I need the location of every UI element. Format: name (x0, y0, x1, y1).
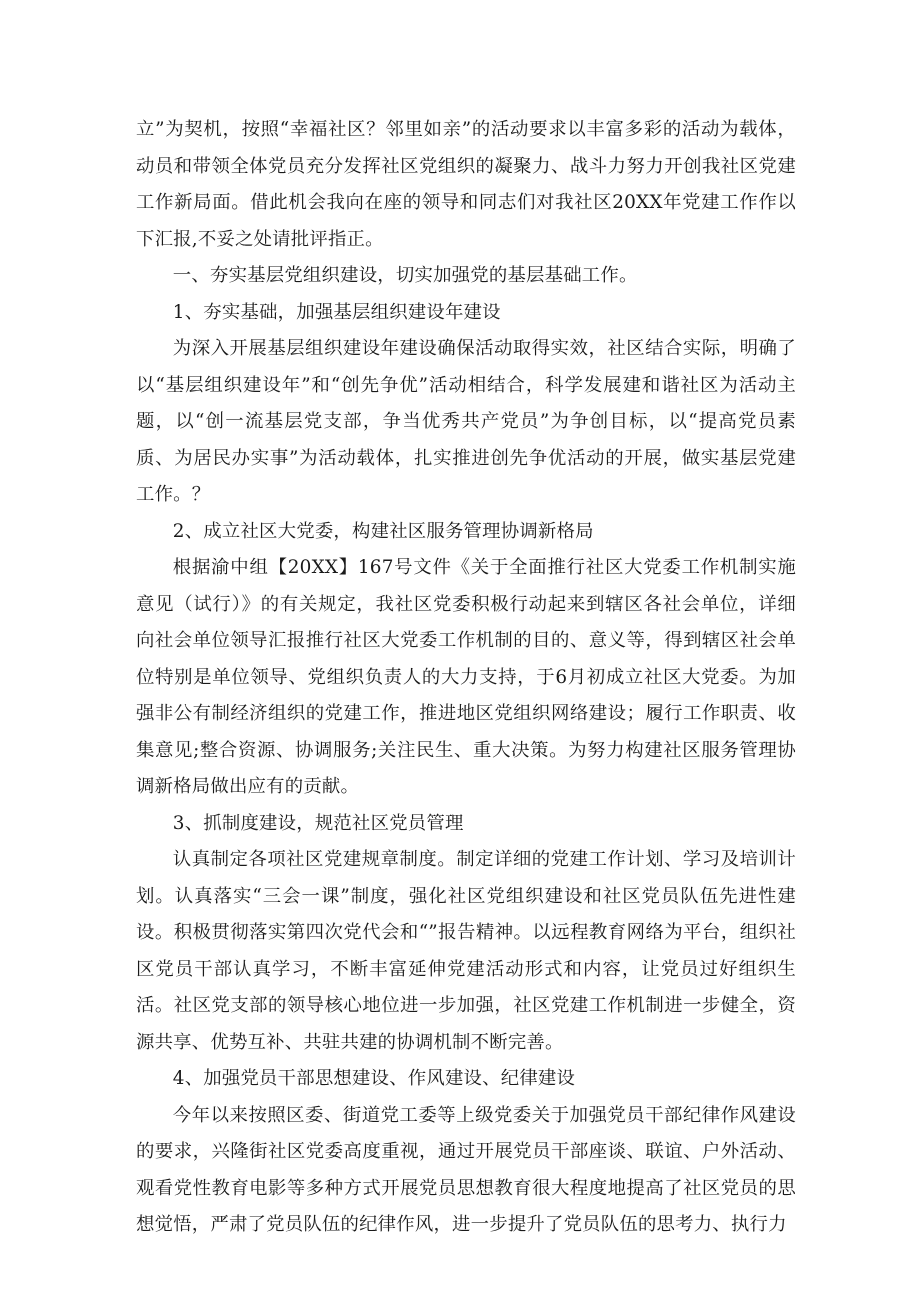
document-page (136, 112, 796, 1244)
subsection-heading-3: 3、抓制度建设，规范社区党员管理 (172, 812, 464, 834)
subsection-heading-1: 1、夯实基础，加强基层组织建设年建设 (172, 301, 501, 323)
subsection-heading-2: 2、成立社区大党委，构建社区服务管理协调新格局 (172, 520, 594, 542)
paragraph-2: 根据渝中组【20XX】167号文件《关于全面推行社区大党委工作机制实施意见（试行）》的有关规定，我社区党委积极行动起来到辖区各社会单位，详细向社会单位领导汇报推行社区大党委工作机制的目的、意义等，得到辖区社会单位特别是单位领导、党组织负责人的大力支持，于6月初成立社区大党委。为加强非公有制经济组织的党建工作，推进地区党组织网络建设；履行工作职责、收集意见;整合资源、协调服务;关注民生、重大决策。为努力构建社区服务管理协调新格局做出应有的贡献。 (136, 557, 796, 797)
paragraph-3: 认真制定各项社区党建规章制度。制定详细的党建工作计划、学习及培训计划。认真落实“三会一课”制度，强化社区党组织建设和社区党员队伍先进性建设。积极贯彻落实第四次党代会和“”报告精神。以远程教育网络为平台，组织社区党员干部认真学习，不断丰富延伸党建活动形式和内容，让党员过好组织生活。社区党支部的领导核心地位进一步加强，社区党建工作机制进一步健全，资源共享、优势互补、共驻共建的协调机制不断完善。 (136, 849, 796, 1053)
paragraph-intro: 立”为契机，按照“幸福社区？邻里如亲”的活动要求以丰富多彩的活动为载体，动员和带领全体党员充分发挥社区党组织的凝聚力、战斗力努力开创我社区党建工作新局面。借此机会我向在座的领导和同志们对我社区20XX年党建工作作以下汇报,不妥之处请批评指正。 (136, 119, 796, 250)
paragraph-4: 今年以来按照区委、街道党工委等上级党委关于加强党员干部纪律作风建设的要求，兴隆街社区党委高度重视，通过开展党员干部座谈、联谊、户外活动、观看党性教育电影等多种方式开展党员思想教育很大程度地提高了社区党员的思想觉悟，严肃了党员队伍的纪律作风，进一步提升了党员队伍的思考力、执行力 (136, 1104, 796, 1235)
section-heading-1: 一、夯实基层党组织建设，切实加强党的基层基础工作。 (172, 265, 638, 286)
subsection-heading-4: 4、加强党员干部思想建设、作风建设、纪律建设 (172, 1068, 576, 1089)
paragraph-1: 为深入开展基层组织建设年建设确保活动取得实效，社区结合实际，明确了以“基层组织建设年”和“创先争优”活动相结合，科学发展建和谐社区为活动主题，以“创一流基层党支部，争当优秀共产党员”为争创目标，以“提高党员素质、为居民办实事”为活动载体，扎实推进创先争优活动的开展，做实基层党建工作。？ (136, 338, 796, 505)
